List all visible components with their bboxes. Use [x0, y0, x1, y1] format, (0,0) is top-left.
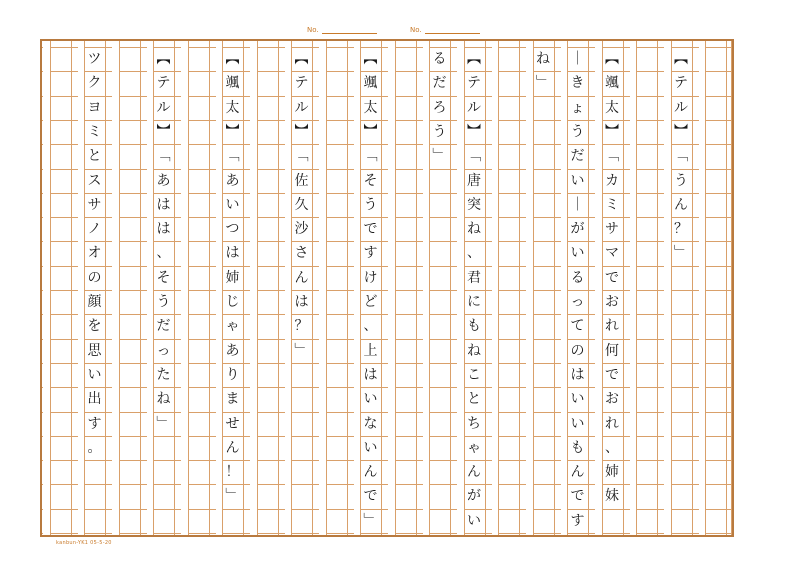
manuscript-char: ︼ [156, 123, 171, 140]
manuscript-char: の [87, 269, 102, 286]
manuscript-char: だ [156, 318, 171, 335]
grid-column-line [312, 41, 313, 535]
manuscript-char: ル [674, 99, 688, 116]
manuscript-char: ﹁ [156, 148, 171, 165]
manuscript-char: 。 [87, 439, 102, 456]
manuscript-char: 、 [605, 439, 619, 456]
manuscript-char: ︻ [225, 51, 240, 67]
manuscript-char: す [570, 512, 585, 529]
manuscript-char: ろ [432, 99, 447, 116]
manuscript-char: の [570, 342, 585, 359]
manuscript-char: こ [467, 366, 481, 383]
manuscript-char: 佐 [294, 172, 309, 189]
manuscript-char: ク [87, 75, 102, 92]
grid-row-line [42, 484, 732, 485]
manuscript-char: ︻ [363, 51, 378, 67]
manuscript-char: ﹁ [363, 148, 378, 165]
manuscript-char: ︻ [467, 51, 481, 67]
manuscript-char: 唐 [467, 172, 481, 189]
manuscript-char: さ [294, 245, 309, 262]
grid-column-line [623, 41, 624, 535]
manuscript-char: ﹁ [605, 148, 619, 165]
manuscript-char: あ [225, 342, 240, 359]
manuscript-char: ね [536, 51, 550, 67]
manuscript-char: ﹁ [294, 148, 309, 165]
grid-column-line [705, 41, 706, 535]
manuscript-char: 颯 [225, 75, 240, 92]
manuscript-char: は [363, 366, 378, 383]
manuscript-char: ﹂ [294, 342, 309, 359]
manuscript-char: 顔 [87, 294, 102, 310]
grid-column-line [71, 41, 72, 535]
manuscript-char: ︼ [294, 123, 309, 140]
grid-column-line [657, 41, 658, 535]
manuscript-char: せ [225, 415, 240, 432]
grid-column-line [140, 41, 141, 535]
manuscript-char: ょ [570, 99, 585, 116]
manuscript-char: は [156, 196, 171, 213]
manuscript-char: た [156, 366, 171, 383]
manuscript-char: ？ [674, 221, 688, 238]
manuscript-char: ま [225, 391, 240, 408]
manuscript-char: だ [432, 75, 447, 92]
manuscript-char: ︻ [156, 51, 171, 67]
grid-row-line [42, 169, 732, 170]
sheet-code: kanbun-YK1 05-5-20 [56, 540, 112, 546]
manuscript-char: ミ [87, 123, 102, 140]
manuscript-char: は [294, 294, 309, 310]
manuscript-char: ツ [87, 51, 102, 67]
manuscript-char: は [156, 221, 171, 238]
manuscript-char: っ [570, 294, 585, 310]
manuscript-char: 姉 [225, 269, 240, 286]
manuscript-char: と [87, 148, 102, 165]
grid-row-line [42, 339, 732, 340]
manuscript-char: 妹 [605, 488, 619, 505]
grid-row-line [42, 412, 732, 413]
manuscript-char: ︻ [294, 51, 309, 67]
manuscript-char: れ [605, 318, 619, 335]
manuscript-char: ど [363, 294, 378, 310]
manuscript-number-field-1 [307, 26, 377, 34]
manuscript-char: ル [294, 99, 309, 116]
manuscript-char: テ [674, 75, 688, 92]
manuscript-char: ｜ [570, 51, 585, 67]
manuscript-char: ﹁ [467, 148, 481, 165]
manuscript-char: い [570, 172, 585, 189]
grid-column-line [188, 41, 189, 535]
grid-column-line [105, 41, 106, 535]
manuscript-char: あ [156, 172, 171, 189]
manuscript-char: い [363, 439, 378, 456]
manuscript-char: 姉 [605, 464, 619, 481]
grid-row-line [42, 436, 732, 437]
manuscript-char: 何 [605, 342, 619, 359]
manuscript-char: 太 [225, 99, 240, 116]
manuscript-char: ん [570, 464, 585, 481]
grid-column-line [174, 41, 175, 535]
manuscript-number-field-2 [410, 26, 480, 34]
manuscript-char: ゃ [225, 318, 240, 335]
manuscript-char: ﹂ [536, 75, 550, 92]
manuscript-char: う [432, 123, 447, 140]
number-label: No. [410, 26, 422, 34]
manuscript-char: う [156, 294, 171, 310]
manuscript-char: 久 [294, 196, 309, 213]
manuscript-char: も [467, 318, 481, 335]
manuscript-char: ？ [294, 318, 309, 335]
grid-column-line [731, 41, 732, 535]
grid-row-line [42, 314, 732, 315]
manuscript-char: け [363, 269, 378, 286]
grid-column-line [554, 41, 555, 535]
grid-row-line [42, 71, 732, 72]
grid-row-line [42, 533, 732, 534]
manuscript-char: と [467, 391, 481, 408]
manuscript-char: 、 [467, 245, 481, 262]
manuscript-char: う [570, 123, 585, 140]
manuscript-char: ミ [605, 196, 619, 213]
manuscript-char: ノ [87, 221, 102, 238]
grid-column-line [485, 41, 486, 535]
manuscript-char: ん [363, 464, 378, 481]
number-blank [425, 27, 480, 34]
manuscript-char: も [570, 439, 585, 456]
manuscript-char: ね [156, 391, 171, 408]
manuscript-char: で [605, 269, 619, 286]
grid-column-line [257, 41, 258, 535]
manuscript-char: だ [570, 148, 585, 165]
manuscript-char: ｜ [570, 196, 585, 213]
manuscript-char: お [605, 294, 619, 310]
number-label: No. [307, 26, 319, 34]
manuscript-char: ヨ [87, 99, 102, 116]
manuscript-char: い [570, 391, 585, 408]
manuscript-char: ね [467, 342, 481, 359]
manuscript-char: 、 [363, 318, 378, 335]
manuscript-char: ︼ [467, 123, 481, 140]
grid-column-line [519, 41, 520, 535]
manuscript-char: り [225, 366, 240, 383]
manuscript-char: き [570, 75, 585, 92]
manuscript-char: テ [156, 75, 171, 92]
manuscript-char: 君 [467, 269, 481, 286]
manuscript-char: な [363, 415, 378, 432]
manuscript-char: す [87, 415, 102, 432]
grid-column-line [50, 41, 51, 535]
manuscript-char: は [570, 366, 585, 383]
manuscript-char: ！ [225, 464, 240, 481]
manuscript-char: で [605, 366, 619, 383]
manuscript-char: い [570, 415, 585, 432]
manuscript-char: ﹁ [225, 148, 240, 165]
manuscript-char: 出 [87, 391, 102, 408]
manuscript-char: ん [225, 439, 240, 456]
manuscript-char: す [363, 245, 378, 262]
manuscript-char: ん [467, 464, 481, 481]
manuscript-char: ﹂ [225, 488, 240, 505]
manuscript-char: ル [156, 99, 171, 116]
manuscript-char: う [674, 172, 688, 189]
manuscript-char: る [432, 51, 447, 67]
manuscript-char: 颯 [363, 75, 378, 92]
manuscript-char: ︻ [674, 51, 688, 67]
grid-row-line [42, 193, 732, 194]
manuscript-char: ゃ [467, 439, 481, 456]
manuscript-char: ︼ [225, 123, 240, 140]
manuscript-char: オ [87, 245, 102, 262]
grid-column-line [450, 41, 451, 535]
grid-column-line [278, 41, 279, 535]
grid-column-line [243, 41, 244, 535]
manuscript-char: テ [467, 75, 481, 92]
manuscript-char: サ [87, 196, 102, 213]
manuscript-char: れ [605, 415, 619, 432]
manuscript-char: い [467, 512, 481, 529]
number-blank [322, 27, 377, 34]
manuscript-char: ん [674, 196, 688, 213]
manuscript-char: い [225, 196, 240, 213]
manuscript-char: い [87, 366, 102, 383]
manuscript-char: じ [225, 294, 240, 310]
manuscript-char: で [363, 488, 378, 505]
grid-row-line [42, 144, 732, 145]
grid-row-line [42, 120, 732, 121]
manuscript-char: ﹂ [674, 245, 688, 262]
grid-column-line [533, 41, 534, 535]
manuscript-char: ち [467, 415, 481, 432]
grid-row-line [42, 241, 732, 242]
manuscript-char: 颯 [605, 75, 619, 92]
grid-column-line [692, 41, 693, 535]
manuscript-char: が [467, 488, 481, 505]
manuscript-char: て [570, 318, 585, 335]
manuscript-char: る [570, 269, 585, 286]
manuscript-char: お [605, 391, 619, 408]
manuscript-char: ル [467, 99, 481, 116]
manuscript-char: を [87, 318, 102, 335]
grid-row-line [42, 266, 732, 267]
manuscript-char: 太 [605, 99, 619, 116]
manuscript-char: ﹂ [363, 512, 378, 529]
manuscript-char: は [225, 245, 240, 262]
grid-column-line [498, 41, 499, 535]
manuscript-char: 上 [363, 342, 378, 359]
grid-column-line [636, 41, 637, 535]
manuscript-char: マ [605, 245, 619, 262]
manuscript-char: ︻ [605, 51, 619, 67]
manuscript-char: ﹂ [156, 415, 171, 432]
grid-column-line [726, 41, 727, 535]
manuscript-char: そ [156, 269, 171, 286]
manuscript-char: 思 [87, 342, 102, 359]
manuscript-char: つ [225, 221, 240, 238]
manuscript-char: で [570, 488, 585, 505]
grid-row-line [42, 363, 732, 364]
manuscript-char: ︼ [674, 123, 688, 140]
manuscript-char: 沙 [294, 221, 309, 238]
grid-row-line [42, 290, 732, 291]
manuscript-char: い [570, 245, 585, 262]
manuscript-char: が [570, 221, 585, 238]
grid-row-line [42, 96, 732, 97]
grid-column-line [381, 41, 382, 535]
grid-column-line [326, 41, 327, 535]
manuscript-char: っ [156, 342, 171, 359]
grid-column-line [347, 41, 348, 535]
grid-row-line [42, 460, 732, 461]
grid-column-line [119, 41, 120, 535]
manuscript-char: カ [605, 172, 619, 189]
genkou-manuscript-sheet [40, 39, 734, 537]
manuscript-char: サ [605, 221, 619, 238]
manuscript-char: い [363, 391, 378, 408]
grid-row-line [42, 387, 732, 388]
manuscript-char: テ [294, 75, 309, 92]
manuscript-char: に [467, 294, 481, 310]
manuscript-char: ︼ [363, 123, 378, 140]
manuscript-char: 、 [156, 245, 171, 262]
manuscript-char: あ [225, 172, 240, 189]
manuscript-char: ス [87, 172, 102, 189]
grid-column-line [209, 41, 210, 535]
grid-column-line [588, 41, 589, 535]
manuscript-char: で [363, 221, 378, 238]
manuscript-char: ね [467, 221, 481, 238]
manuscript-char: ん [294, 269, 309, 286]
manuscript-char: そ [363, 172, 378, 189]
manuscript-char: ︼ [605, 123, 619, 140]
grid-column-line [416, 41, 417, 535]
manuscript-char: う [363, 196, 378, 213]
grid-row-line [42, 217, 732, 218]
grid-row-line [42, 47, 732, 48]
manuscript-char: ﹂ [432, 148, 447, 165]
manuscript-char: 突 [467, 196, 481, 213]
manuscript-char: 太 [363, 99, 378, 116]
grid-column-line [395, 41, 396, 535]
manuscript-char: ﹁ [674, 148, 688, 165]
grid-row-line [42, 509, 732, 510]
